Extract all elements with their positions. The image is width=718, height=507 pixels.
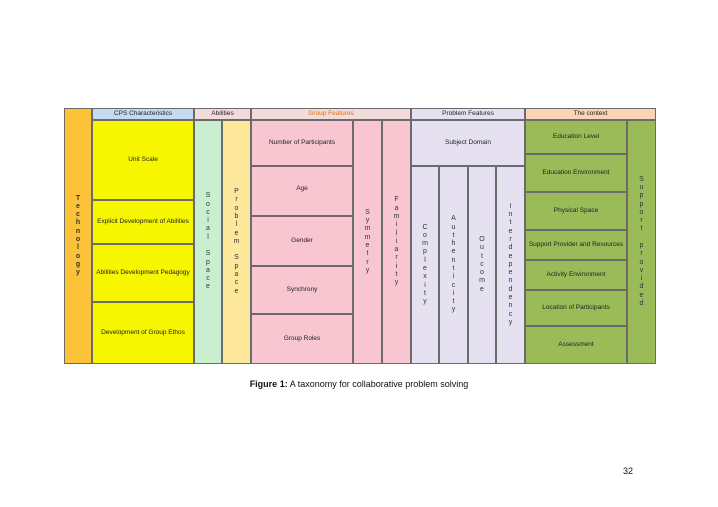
- group-familiarity: [382, 120, 411, 364]
- problem-authenticity: [439, 166, 468, 364]
- header-group-features: Group Features: [251, 108, 411, 120]
- context-education-environment: Education Environment: [525, 154, 627, 192]
- authenticity-label: A u t h e n t i c i t y: [451, 215, 456, 314]
- group-age: Age: [251, 166, 353, 216]
- caption-label: Figure 1:: [249, 379, 288, 389]
- group-symmetry: [353, 120, 382, 364]
- technology-label: T e c h n o l o g y: [75, 194, 81, 277]
- context-support-provision: [627, 120, 656, 364]
- group-number-of-participants: Number of Participants: [251, 120, 353, 166]
- header-problem-features: Problem Features: [411, 108, 525, 120]
- complexity-label: C o m p l e x i t y: [422, 223, 428, 306]
- header-cps-characteristics: CPS Characteristics: [92, 108, 194, 120]
- cps-explicit-development: Explicit Development of Abilities: [92, 200, 194, 244]
- header-abilities: Abilities: [194, 108, 251, 120]
- context-location-of-participants: Location of Participants: [525, 290, 627, 326]
- problem-space-label: P r o b l e m S p a c e: [233, 188, 240, 295]
- problem-outcome: [468, 166, 496, 364]
- taxonomy-figure: [64, 108, 656, 364]
- familiarity-label: F a m i l i a r i t y: [393, 196, 400, 287]
- group-roles: Group Roles: [251, 314, 353, 364]
- page-number: 32: [623, 466, 634, 476]
- context-education-level: Education Level: [525, 120, 627, 154]
- ability-social-space: [194, 120, 222, 364]
- context-activity-environment: Activity Environment: [525, 260, 627, 290]
- group-synchrony: Synchrony: [251, 266, 353, 314]
- figure-caption: [0, 379, 718, 389]
- context-assessment: Assessment: [525, 326, 627, 364]
- cps-group-ethos: Development of Group Ethos: [92, 302, 194, 364]
- ability-problem-space: [222, 120, 251, 364]
- problem-complexity: [411, 166, 439, 364]
- problem-interdependency: [496, 166, 525, 364]
- context-support-provider: Support Provider and Resources: [525, 230, 627, 260]
- support-provision-label: S u p p o r t p r o v i d e d: [639, 175, 644, 308]
- outcome-label: O u t c o m e: [479, 235, 485, 293]
- problem-subject-domain: Subject Domain: [411, 120, 525, 166]
- header-the-context: The context: [525, 108, 656, 120]
- context-physical-space: Physical Space: [525, 192, 627, 230]
- cps-abilities-pedagogy: Abilities Development Pedagogy: [92, 244, 194, 302]
- group-gender: Gender: [251, 216, 353, 266]
- social-space-label: S o c i a l S p a c e: [205, 192, 211, 291]
- interdependency-label: I n t e r d e p e n d e n c y: [508, 202, 513, 326]
- symmetry-label: S y m m e t r y: [364, 208, 371, 274]
- technology-column: [64, 108, 92, 364]
- cps-unit-scale: Unit Scale: [92, 120, 194, 200]
- caption-text: A taxonomy for collaborative problem solving: [287, 379, 469, 389]
